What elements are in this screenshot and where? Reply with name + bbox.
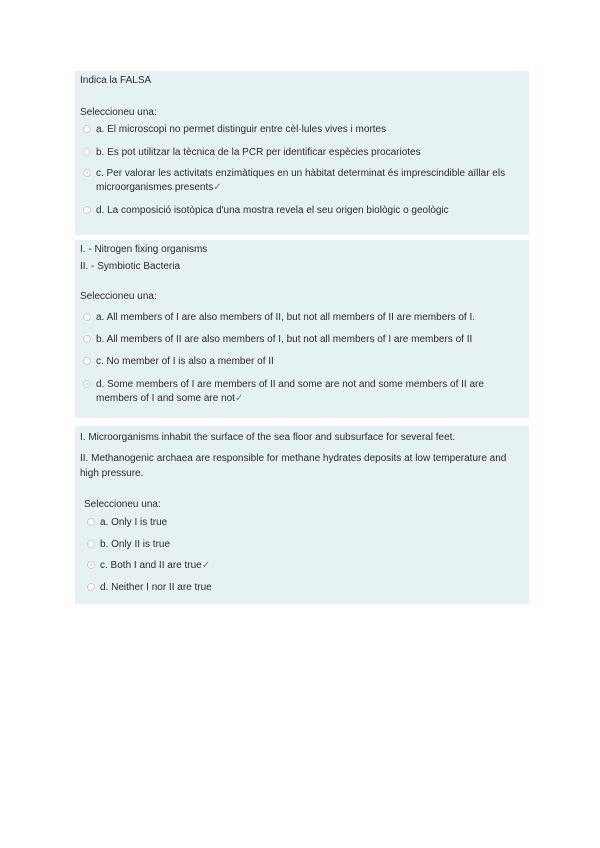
radio-button[interactable] bbox=[87, 540, 95, 548]
question-2-statement-2: II. - Symbiotic Bacteria bbox=[80, 261, 181, 272]
question-1-select-label: Seleccioneu una: bbox=[80, 107, 157, 118]
option-label: a. All members of I are also members of II, but not all members of II are members of I. bbox=[96, 312, 476, 323]
option-label: d. La composició isotòpica d'una mostra revela el seu origen biològic o geològic bbox=[96, 205, 449, 216]
radio-button[interactable] bbox=[83, 125, 91, 133]
question-2 bbox=[75, 240, 529, 418]
radio-button[interactable] bbox=[87, 518, 95, 526]
question-3-statement-2: II. Methanogenic archaea are responsible for methane hydrates deposits at low temperature and bbox=[80, 453, 507, 464]
question-3-statement-2-cont: high pressure. bbox=[80, 468, 144, 479]
option-label: b. All members of II are also members of I, but not all members of I are members of II bbox=[96, 334, 473, 345]
option-label-wrapper bbox=[100, 560, 210, 572]
question-3 bbox=[75, 426, 529, 604]
question-1 bbox=[75, 71, 529, 235]
correct-check-icon: ✓ bbox=[234, 393, 244, 404]
radio-button[interactable] bbox=[87, 583, 95, 591]
option-label: c. No member of I is also a member of II bbox=[96, 356, 274, 367]
option-label: c. Both I and II are true bbox=[100, 560, 202, 571]
question-2-statement-1: I. - Nitrogen fixing organisms bbox=[80, 244, 208, 255]
option-label: c. Per valorar les activitats enzimàtiques en un hàbitat determinat és imprescindible aïllar els microorganismes presents bbox=[96, 168, 506, 193]
radio-button[interactable] bbox=[83, 357, 91, 365]
radio-button-selected[interactable] bbox=[87, 561, 95, 569]
radio-button[interactable] bbox=[83, 313, 91, 321]
radio-button-selected[interactable] bbox=[83, 169, 91, 177]
option-label-wrapper bbox=[96, 378, 516, 406]
option-label: b. Only II is true bbox=[100, 539, 171, 550]
correct-check-icon: ✓ bbox=[201, 560, 211, 571]
radio-button-selected[interactable] bbox=[83, 380, 91, 388]
option-label: d. Neither I nor II are true bbox=[100, 582, 212, 593]
radio-button[interactable] bbox=[83, 148, 91, 156]
radio-button[interactable] bbox=[83, 335, 91, 343]
option-label-wrapper bbox=[96, 167, 516, 195]
question-1-prompt: Indica la FALSA bbox=[80, 75, 152, 86]
option-label: a. El microscopi no permet distinguir entre cèl·lules vives i mortes bbox=[96, 124, 387, 135]
question-3-statement-1: I. Microorganisms inhabit the surface of the sea floor and subsurface for several feet. bbox=[80, 432, 456, 443]
option-label: a. Only I is true bbox=[100, 517, 168, 528]
question-2-select-label: Seleccioneu una: bbox=[80, 291, 157, 302]
option-label: d. Some members of I are members of II and some are not and some members of II are members of I and some are not bbox=[96, 379, 484, 404]
question-3-select-label: Seleccioneu una: bbox=[84, 499, 161, 510]
correct-check-icon: ✓ bbox=[213, 182, 222, 193]
option-label: b. Es pot utilitzar la tècnica de la PCR per identificar espècies procariotes bbox=[96, 147, 421, 158]
radio-button[interactable] bbox=[83, 206, 91, 214]
